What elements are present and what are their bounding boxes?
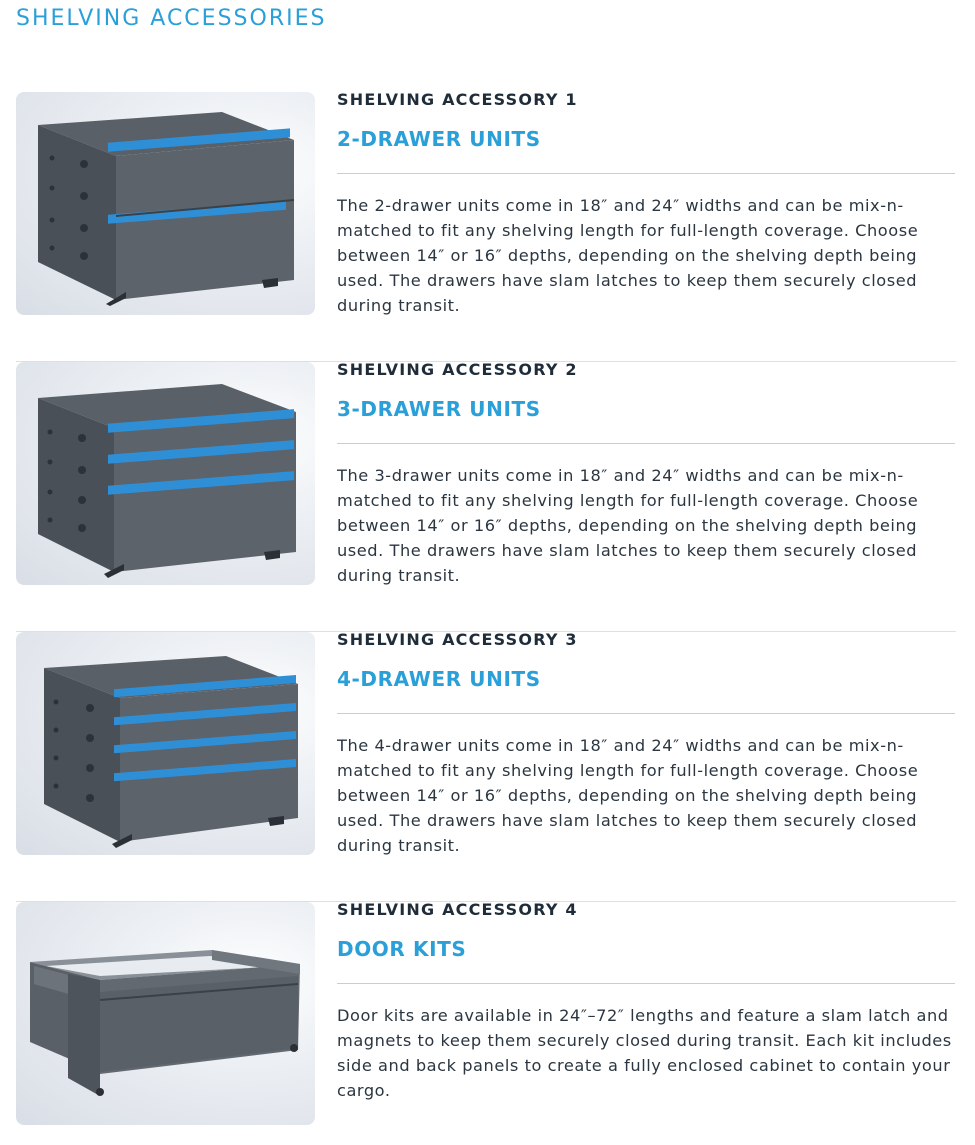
heading-divider: [337, 983, 955, 984]
accessory-section-4: [16, 902, 956, 1145]
accessory-section-2: [16, 362, 956, 632]
accessory-section-3: [16, 632, 956, 902]
heading-divider: [337, 443, 955, 444]
accessory-heading[interactable]: 2-DRAWER UNITS: [337, 127, 541, 151]
accessory-kicker: SHELVING ACCESSORY 4: [337, 900, 578, 919]
accessory-description: Door kits are available in 24″–72″ lengths and feature a slam latch and magnets to keep them securely closed during transit. Each kit includes side and back panels to create a fully enclosed cabinet to contain your cargo.: [337, 1006, 952, 1100]
drawer-cabinet-illustration: [16, 362, 315, 585]
accessory-description: The 3-drawer units come in 18″ and 24″ widths and can be mix-n-matched to fit any shelving length for full-length coverage. Choose between 14″ or 16″ depths, depending on the shelving depth being used. The drawers have slam latches to keep them securely closed during transit.: [337, 466, 919, 585]
accessory-heading[interactable]: 4-DRAWER UNITS: [337, 667, 541, 691]
product-image[interactable]: [16, 92, 315, 315]
accessory-description: The 4-drawer units come in 18″ and 24″ widths and can be mix-n-matched to fit any shelving length for full-length coverage. Choose between 14″ or 16″ depths, depending on the shelving depth being used. The drawers have slam latches to keep them securely closed during transit.: [337, 736, 919, 855]
accessory-kicker: SHELVING ACCESSORY 3: [337, 630, 578, 649]
accessory-heading[interactable]: 3-DRAWER UNITS: [337, 397, 541, 421]
accessory-section-1: [16, 92, 956, 362]
drawer-cabinet-illustration: [16, 632, 315, 855]
heading-divider: [337, 713, 955, 714]
product-image[interactable]: [16, 902, 315, 1125]
accessory-kicker: SHELVING ACCESSORY 1: [337, 90, 578, 109]
drawer-cabinet-illustration: [16, 92, 315, 315]
accessory-heading[interactable]: DOOR KITS: [337, 937, 467, 961]
door-kit-illustration: [16, 902, 315, 1125]
heading-divider: [337, 173, 955, 174]
accessory-kicker: SHELVING ACCESSORY 2: [337, 360, 578, 379]
accessory-description: The 2-drawer units come in 18″ and 24″ widths and can be mix-n-matched to fit any shelving length for full-length coverage. Choose between 14″ or 16″ depths, depending on the shelving depth being used. The drawers have slam latches to keep them securely closed during transit.: [337, 196, 919, 315]
product-image[interactable]: [16, 632, 315, 855]
page-title: SHELVING ACCESSORIES: [16, 6, 327, 31]
product-image[interactable]: [16, 362, 315, 585]
